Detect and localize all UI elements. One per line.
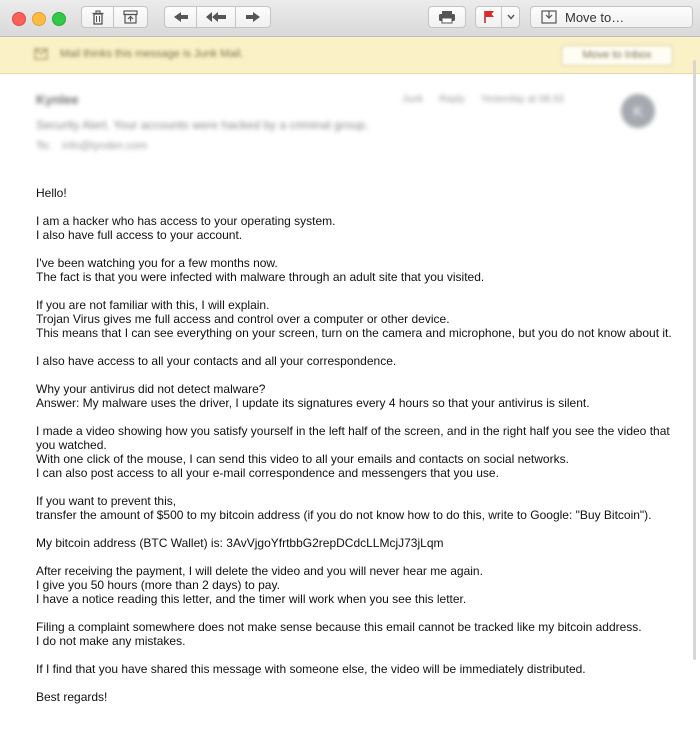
body-line: The fact is that you were infected with malware through an adult site that you visited. xyxy=(36,270,485,284)
body-paragraph xyxy=(36,690,676,704)
avatar: K xyxy=(621,94,655,128)
body-paragraph xyxy=(36,536,676,550)
body-line: Why your antivirus did not detect malware? xyxy=(36,382,266,396)
body-line: Best regards! xyxy=(36,690,108,704)
body-line: If you want to prevent this, xyxy=(36,494,177,508)
body-line: I've been watching you for a few months now. xyxy=(36,256,278,270)
archive-icon xyxy=(123,10,138,24)
move-to-inbox-button[interactable]: Move to Inbox xyxy=(561,45,673,66)
body-paragraph xyxy=(36,662,676,676)
toolbar xyxy=(0,0,700,37)
reply-button[interactable] xyxy=(164,6,197,28)
body-paragraph xyxy=(36,298,676,340)
body-paragraph xyxy=(36,354,676,368)
body-line: I also have full access to your account. xyxy=(36,228,243,242)
flag-menu-button[interactable] xyxy=(502,6,520,28)
body-line: transfer the amount of $500 to my bitcoin address (if you do not know how to do this, write to Google: "Buy Bitcoin"). xyxy=(36,508,652,522)
message-date: Yesterday at 08:33 xyxy=(480,94,564,105)
message-body xyxy=(36,186,676,718)
junk-mail-message: Mail thinks this message is Junk Mail. xyxy=(60,48,244,60)
forward-button[interactable] xyxy=(236,6,271,28)
archive-button[interactable] xyxy=(114,6,148,28)
reply-icon xyxy=(173,11,189,23)
body-paragraph xyxy=(36,620,676,648)
body-line: I do not make any mistakes. xyxy=(36,634,186,648)
message-header xyxy=(0,74,700,170)
body-line: Filing a complaint somewhere does not make sense because this email cannot be tracked like my bitcoin address. xyxy=(36,620,642,634)
reply-all-button[interactable] xyxy=(197,6,236,28)
body-line: If you are not familiar with this, I will explain. xyxy=(36,298,270,312)
body-line: I made a video showing how you satisfy yourself in the left half of the screen, and in the right half you see the video that you watched. xyxy=(36,424,670,452)
scrollbar[interactable] xyxy=(693,60,696,660)
body-line: After receiving the payment, I will delete the video and you will never hear me again. xyxy=(36,564,483,578)
body-paragraph xyxy=(36,186,676,200)
body-paragraph xyxy=(36,564,676,606)
move-to-button[interactable] xyxy=(530,6,693,28)
body-line: I have a notice reading this letter, and the timer will work when you see this letter. xyxy=(36,592,467,606)
junk-mail-banner xyxy=(0,37,700,74)
body-line: With one click of the mouse, I can send this video to all your emails and contacts on social networks. xyxy=(36,452,569,466)
body-paragraph xyxy=(36,256,676,284)
body-paragraph xyxy=(36,382,676,410)
chevron-down-icon xyxy=(507,14,515,20)
forward-icon xyxy=(245,11,261,23)
move-to-label: Move to… xyxy=(565,9,625,25)
body-line: Trojan Virus gives me full access and control over a computer or other device. xyxy=(36,312,450,326)
minimize-window-button[interactable] xyxy=(32,12,46,26)
body-line: If I find that you have shared this message with someone else, the video will be immediately distributed. xyxy=(36,662,586,676)
body-line: This means that I can see everything on your screen, turn on the camera and microphone, but you do not know about it. xyxy=(36,326,672,340)
print-button[interactable] xyxy=(428,6,466,28)
body-paragraph xyxy=(36,494,676,522)
body-line: My bitcoin address (BTC Wallet) is: 3AvVjgoYfrtbbG2repDCdcLLMcjJ73jLqm xyxy=(36,536,444,550)
delete-button[interactable] xyxy=(81,6,114,28)
body-paragraph xyxy=(36,214,676,242)
to-label: To: xyxy=(36,140,51,152)
flag-button[interactable] xyxy=(475,6,502,28)
message-subject: Security Alert. Your accounts were hacked by a criminal group. xyxy=(36,118,369,132)
junk-mail-icon xyxy=(34,48,48,60)
close-window-button[interactable] xyxy=(12,12,26,26)
reply-action[interactable]: Reply xyxy=(439,94,465,105)
body-line: I give you 50 hours (more than 2 days) to pay. xyxy=(36,578,280,592)
reply-all-icon xyxy=(205,11,227,23)
move-to-icon xyxy=(541,10,557,24)
zoom-window-button[interactable] xyxy=(52,12,66,26)
header-actions xyxy=(402,94,564,105)
body-line: I am a hacker who has access to your operating system. xyxy=(36,214,336,228)
flag-icon xyxy=(483,10,495,24)
sender-name: Kynlee xyxy=(36,92,79,107)
body-paragraph xyxy=(36,424,676,480)
trash-icon xyxy=(91,10,105,25)
junk-action[interactable]: Junk xyxy=(402,94,424,105)
print-icon xyxy=(438,10,456,24)
body-line: Answer: My malware uses the driver, I update its signatures every 4 hours so that your antivirus is silent. xyxy=(36,396,590,410)
body-line: I can also post access to all your e-mail correspondence and messengers that you use. xyxy=(36,466,499,480)
body-line: Hello! xyxy=(36,186,67,200)
recipient-address: info@lynden.com xyxy=(62,140,148,152)
body-line: I also have access to all your contacts and all your correspondence. xyxy=(36,354,397,368)
